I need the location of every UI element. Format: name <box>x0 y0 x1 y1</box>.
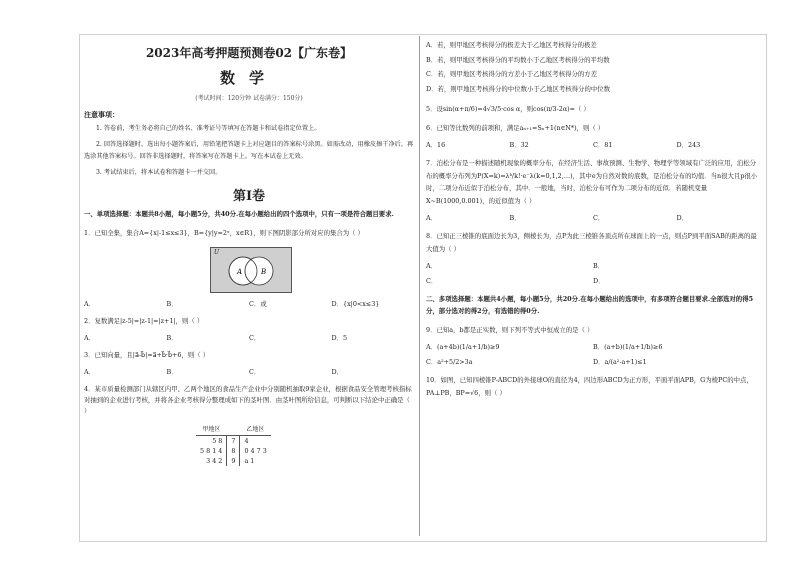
stem-value: 9 <box>227 456 240 466</box>
left-column <box>84 38 414 466</box>
question-4-option-c: C．若，则甲地区考核得分的方差小于乙地区考核得分的方差 <box>426 70 598 78</box>
question-4-option-d: D．若，则甲地区考核得分的中位数小于乙地区考核得分的中位数 <box>426 84 611 93</box>
question-8-options-row1 <box>426 261 760 270</box>
stem-value: 8 <box>227 446 240 456</box>
option-b: B． <box>509 214 521 222</box>
question-2: 2．复数满足|z-5|=|z-1|=|z+1|，则（ ） <box>84 317 204 325</box>
question-9-options-row1 <box>426 342 760 351</box>
stem-leaf-left: 5 8 1 4 <box>200 447 223 455</box>
option-c: C． <box>593 214 605 222</box>
stem-leaf-right: 0 4 7 3 <box>244 447 267 455</box>
question-8: 8．已知正三棱锥的底面边长为3，侧棱长为，点P为此三棱锥各顶点所在球面上的一点，则点P到平面SAB的距离的最大值为（ ） <box>426 232 757 253</box>
option-c: C． <box>426 277 438 285</box>
option-d: D．243 <box>676 141 701 149</box>
question-10: 10．如图，已知四棱锥P-ABCD的外接球O的直径为4，四边形ABCD为正方形，平面平面APB，G为棱PC的中点，PA⊥PB，BP=√6，则（ ） <box>426 376 753 397</box>
question-7-options <box>426 213 760 222</box>
venn-universe-label: U <box>214 249 220 256</box>
venn-b-label: B <box>261 268 267 276</box>
stem-head-mid <box>227 425 240 436</box>
stem-head-right: 乙地区 <box>240 425 271 436</box>
venn-a-label: A <box>237 268 243 276</box>
stem-value: 7 <box>227 436 240 447</box>
question-5: 5．设sin(α+π/6)=4√3/5·cos α，则cos(π/3-2α)=（ ） <box>426 105 590 113</box>
part-title: 第Ⅰ卷 <box>232 189 266 204</box>
question-1-options <box>84 299 414 308</box>
question-6: 6．已知等比数列的前项和，满足aₙ₊₁=Sₙ+1(n∈N*)，则（ ） <box>426 124 605 132</box>
option-d: D． <box>331 368 344 376</box>
option-a: A． <box>84 368 96 376</box>
question-9: 9．已知a，b都是正实数，则下列不等式中恒成立的是（ ） <box>426 326 594 334</box>
venn-circles <box>211 248 291 292</box>
stem-leaf-left: 3 4 2 <box>206 457 223 465</box>
question-1: 1．已知全集，集合A={x|-1≤x≤3}，B={y|y=2ˣ，x∈R}，则下图阴影部分所对应的集合为（ ） <box>84 229 364 237</box>
question-4-option-b: B．若，则甲地区考核得分的平均数小于乙地区考核得分的平均数 <box>426 55 610 64</box>
stem-head-left: 甲地区 <box>196 425 227 436</box>
section-heading: 一、单项选择题：本题共8小题，每小题5分，共40分.在每小题给出的四个选项中，只有一项是符合题目要求. <box>84 210 394 218</box>
right-column <box>426 38 760 399</box>
question-2-options <box>84 333 414 342</box>
option-b: B． <box>593 262 605 270</box>
option-a: A． <box>84 334 96 342</box>
question-6-options <box>426 140 760 149</box>
option-b: B． <box>166 300 178 308</box>
question-4-option-a: A．若，则甲地区考核得分的极差大于乙地区考核得分的极差 <box>426 41 597 49</box>
question-3: 3．已知向量，且|a⃗-b⃗|=a⃗+b⃗·b⃗+6，则（ ） <box>84 351 210 359</box>
option-c: C．81 <box>593 141 613 149</box>
option-c: C． <box>249 334 261 342</box>
question-8-options-row2 <box>426 276 760 285</box>
stem-leaf-plot <box>196 425 414 466</box>
notice-heading: 注意事项： <box>84 110 119 119</box>
question-4: 4．某市质量检测部门从辖区内甲、乙两个地区的食品生产企业中分别随机抽取9家企业，根据食品安全管理考核指标对抽到的企业进行考核，并将各企业考核得分整理成如下的茎叶图．由茎叶图所给信息，可判断以下结论中正确是（ ） <box>84 385 412 415</box>
option-b: B．(a+b)(1/a+1/b)≥6 <box>593 343 663 351</box>
option-c: C．a²+5/2>3a <box>426 358 473 366</box>
option-b: B． <box>166 368 178 376</box>
question-7: 7．泊松分布是一种描述随机现象的概率分布，在经济生活、事故预测、生物学、物理学等领域有广泛的应用，泊松分布的概率分布列为P(X=k)=λᵏ/k!·e⁻λ(k=0,1,2,…)，其中e为自然对数的底数，是泊松分布的均值．当n很大且p很小时，二项分布近似于泊松分布，其中．一般地，当时，泊松分布可作为二项分布的近似．若随机变量X~B(1000,0.001)，的近似值为（ ） <box>426 159 758 205</box>
question-9-options-row2 <box>426 357 760 366</box>
question-3-options <box>84 367 414 376</box>
option-a: A．(a+4b)(1/a+1/b)≥9 <box>426 343 500 351</box>
option-d: D．5 <box>331 334 348 342</box>
option-d: D． <box>676 214 689 222</box>
option-a: A． <box>84 300 96 308</box>
notice-item: 3. 考试结束后，将本试卷和答题卡一并交回。 <box>96 168 222 176</box>
option-b: B． <box>166 334 178 342</box>
exam-title: 2023年高考押题预测卷02【广东卷】 <box>145 46 353 60</box>
option-a: A． <box>426 262 438 270</box>
column-divider <box>419 36 420 536</box>
notice-item: 2. 回答选择题时，选出每小题答案后，用铅笔把答题卡上对应题目的答案标号涂黑。如需改动，用橡皮擦干净后，再选涂其他答案标号。回答非选择题时，将答案写在答题卡上。写在本试卷上无效。 <box>84 140 414 160</box>
option-a: A．16 <box>426 141 446 149</box>
option-c: C．或 <box>249 300 267 308</box>
option-d: D．a/(a²-a+1)≤1 <box>593 358 647 366</box>
stem-leaf-left: 5 8 <box>212 437 223 445</box>
venn-diagram <box>210 247 292 293</box>
exam-meta: (考试时间：120分钟 试卷满分：150分) <box>195 95 303 102</box>
section-heading: 二、多项选择题：本题共4小题，每小题5分，共20分.在每小题给出的选项中，有多项符合题目要求.全部选对的得5分，部分选对的得2分，有选错的得0分. <box>426 295 754 315</box>
option-d: D．{x|0<x≤3} <box>331 300 380 308</box>
option-d: D． <box>593 277 605 285</box>
option-a: A． <box>426 214 438 222</box>
exam-subject: 数学 <box>219 69 278 87</box>
option-b: B．32 <box>509 141 529 149</box>
option-c: C． <box>249 368 261 376</box>
stem-leaf-right: 4 <box>244 437 249 445</box>
notice-item: 1. 答卷前，考生务必将自己的姓名、准考证号等填写在答题卡和试卷指定位置上。 <box>96 125 321 132</box>
stem-leaf-right: a 1 <box>244 457 255 465</box>
